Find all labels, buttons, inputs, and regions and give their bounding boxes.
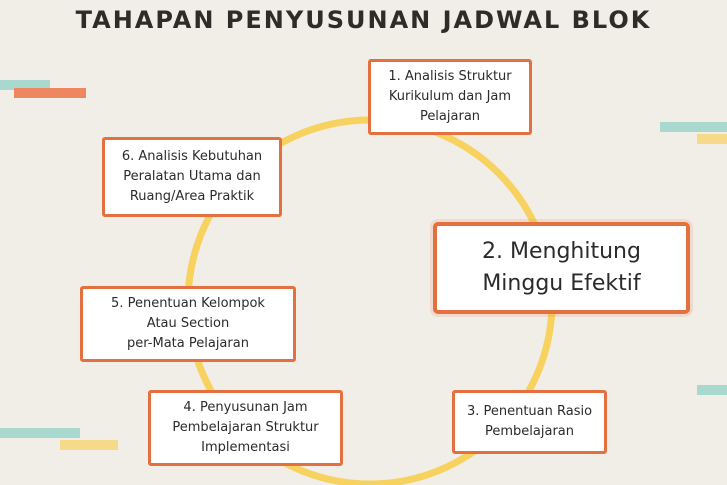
step-3-box: 3. Penentuan Rasio Pembelajaran — [452, 390, 607, 454]
step-6-box: 6. Analisis Kebutuhan Peralatan Utama dan Ruang/Area Praktik — [102, 137, 282, 217]
step-5-box: 5. Penentuan Kelompok Atau Section per-Mata Pelajaran — [80, 286, 296, 362]
step-2-box: 2. Menghitung Minggu Efektif — [433, 222, 690, 314]
step-1-box: 1. Analisis Struktur Kurikulum dan Jam Pelajaran — [368, 59, 532, 135]
step-4-box: 4. Penyusunan Jam Pembelajaran Struktur Implementasi — [148, 390, 343, 466]
diagram-title: TAHAPAN PENYUSUNAN JADWAL BLOK — [75, 6, 652, 34]
